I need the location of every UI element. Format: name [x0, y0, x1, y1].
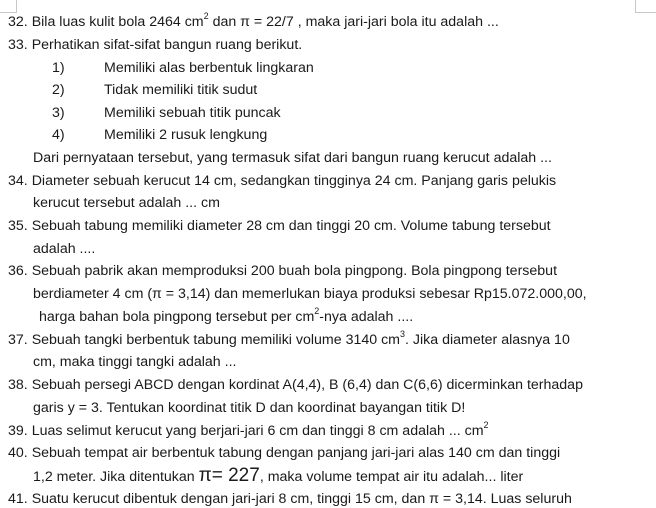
superscript: 3 [400, 329, 406, 339]
question-number: 39. [8, 423, 28, 439]
question-text: adalah .... [33, 241, 96, 257]
question-text: berdiameter 4 cm (π = 3,14) dan memerlukan biaya produksi sebesar Rp15.072.000,00, [33, 286, 587, 302]
question-number: 41. [8, 491, 28, 507]
page-corner-right [635, 0, 656, 13]
question-32 [8, 13, 499, 31]
superscript: 2 [314, 306, 320, 316]
question-text: Sebuah persegi ABCD dengan kordinat A(4,4), B (6,4) dan C(6,6) dicerminkan terhadap [31, 377, 583, 393]
pi-expression: π= 227 [198, 465, 260, 486]
list-item [52, 81, 257, 99]
question-text [33, 467, 523, 486]
question-text: dan π = 22/7 , maka jari-jari bola itu adalah ... [208, 14, 499, 30]
item-number: 1) [52, 60, 65, 76]
question-text: garis y = 3. Tentukan koordinat titik D dan koordinat bayangan titik D! [33, 400, 466, 416]
question-text: Perhatikan sifat-sifat bangun ruang berikut. [31, 37, 303, 53]
page-corner-left [0, 0, 17, 13]
question-text: Diameter sebuah kerucut 14 cm, sedangkan tingginya 24 cm. Panjang garis pelukis [31, 173, 557, 189]
question-33 [8, 36, 302, 54]
question-text: Luas selimut kerucut yang berjari-jari 6 cm dan tinggi 8 cm adalah ... cm [31, 423, 484, 439]
question-number: 32. [8, 14, 28, 30]
question-text: 1,2 meter. Jika ditentukan [33, 469, 199, 485]
superscript: 2 [203, 11, 209, 21]
item-text: Memiliki alas berbentuk lingkaran [104, 60, 314, 76]
list-item [52, 59, 314, 77]
question-number: 35. [8, 218, 28, 234]
question-36 [8, 262, 557, 280]
question-text: harga bahan bola pingpong tersebut per cm [39, 309, 315, 325]
question-41 [8, 490, 572, 508]
list-item [52, 104, 281, 122]
question-35 [8, 217, 551, 235]
question-text: Bila luas kulit bola 2464 cm [31, 14, 204, 30]
question-text: Sebuah tempat air berbentuk tabung dengan panjang jari-jari alas 140 cm dan tinggi [31, 445, 561, 461]
question-number: 33. [8, 37, 28, 53]
superscript: 2 [483, 420, 489, 430]
question-number: 34. [8, 173, 28, 189]
item-number: 4) [52, 127, 65, 143]
question-text: -nya adalah .... [319, 309, 414, 325]
question-37 [8, 331, 570, 349]
question-38 [8, 376, 583, 394]
question-text: Sebuah tangki berbentuk tabung memiliki volume 3140 cm [31, 332, 400, 348]
item-text: Memiliki sebuah titik puncak [104, 105, 281, 121]
question-text: Sebuah tabung memiliki diameter 28 cm dan tinggi 20 cm. Volume tabung tersebut [31, 218, 551, 234]
item-text: Memiliki 2 rusuk lengkung [104, 127, 268, 143]
question-40 [8, 444, 560, 462]
question-text: cm, maka tinggi tangki adalah ... [33, 354, 237, 370]
item-number: 2) [52, 82, 65, 98]
list-item [52, 126, 267, 144]
question-text: . Jika diameter alasnya 10 [405, 332, 570, 348]
question-text: kerucut tersebut adalah ... cm [33, 195, 220, 211]
question-number: 38. [8, 377, 28, 393]
question-34 [8, 172, 556, 190]
item-number: 3) [52, 105, 65, 121]
question-text: Suatu kerucut dibentuk dengan jari-jari 8 cm, tinggi 15 cm, dan π = 3,14. Luas seluruh [31, 491, 572, 507]
question-number: 37. [8, 332, 28, 348]
question-closing: Dari pernyataan tersebut, yang termasuk sifat dari bangun ruang kerucut adalah ... [33, 150, 552, 166]
question-text: Sebuah pabrik akan memproduksi 200 buah bola pingpong. Bola pingpong tersebut [31, 263, 558, 279]
item-text: Tidak memiliki titik sudut [104, 82, 258, 98]
question-text: , maka volume tempat air itu adalah... liter [259, 469, 524, 485]
question-39 [8, 422, 489, 440]
question-text [39, 308, 413, 326]
question-number: 36. [8, 263, 28, 279]
question-number: 40. [8, 445, 28, 461]
